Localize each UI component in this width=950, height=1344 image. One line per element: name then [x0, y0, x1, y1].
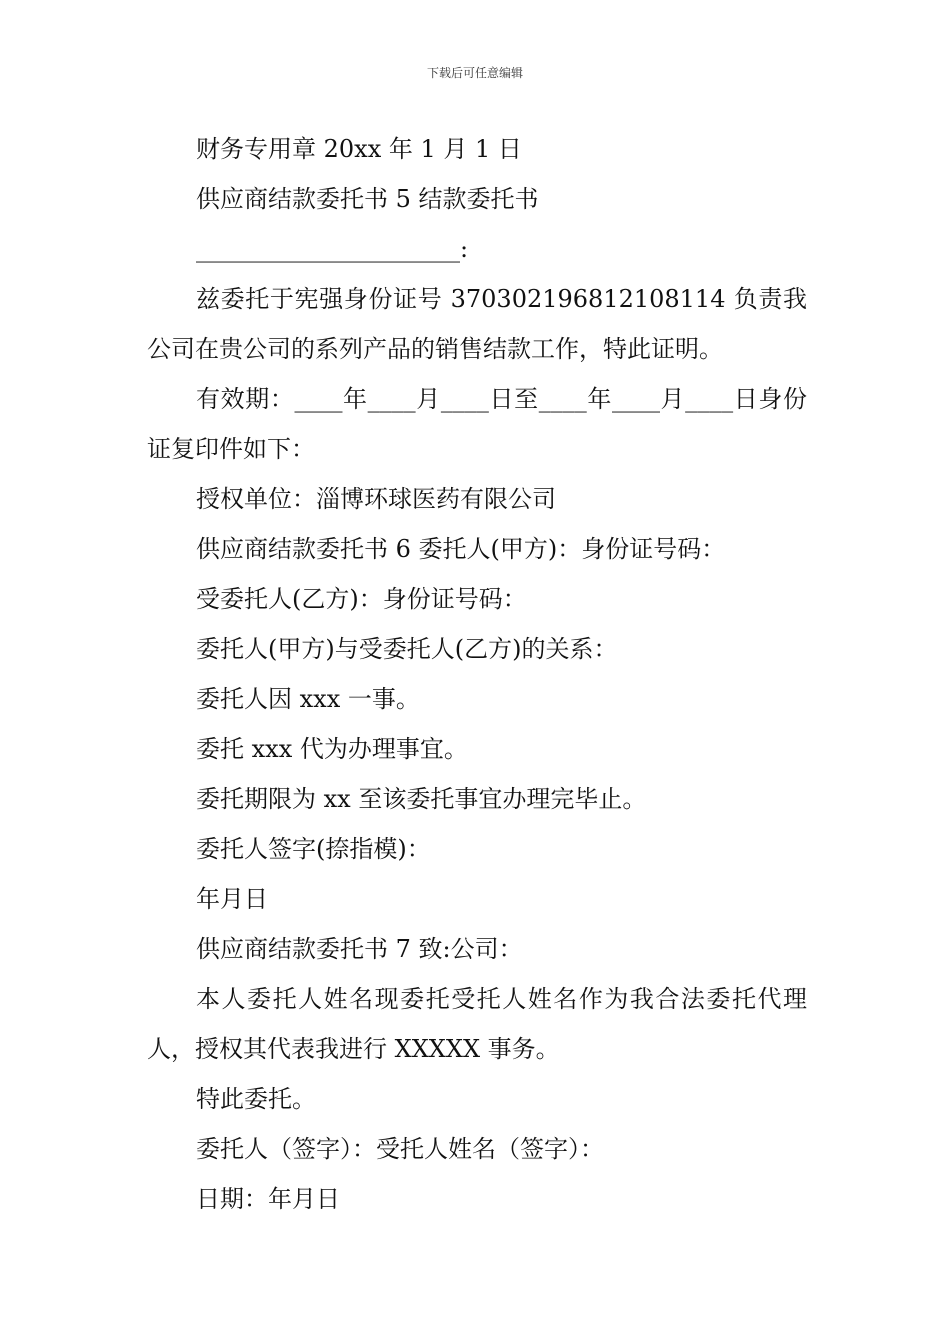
paragraph-authorization-statement: 兹委托于宪强身份证号 370302196812108114 负责我公司在贵公司的系列产品的销售结款工作，特此证明。 [147, 285, 807, 363]
text-line-addressee-blank: ______________________: [196, 235, 469, 263]
text-line-authorizing-unit: 授权单位：淄博环球医药有限公司 [196, 485, 556, 513]
text-line-signatures: 委托人（签字）：受托人姓名（签字）： [196, 1135, 604, 1163]
text-line-principal-signature: 委托人签字(捺指模)： [196, 835, 431, 863]
text-line-term: 委托期限为 xx 至该委托事宜办理完毕止。 [196, 785, 647, 813]
text-line-section-7-to: 供应商结款委托书 7 致:公司： [196, 935, 523, 963]
page-header-note: 下载后可任意编辑 [426, 66, 523, 80]
text-line-hereby: 特此委托。 [196, 1085, 316, 1113]
text-line-date-blank: 年月日 [196, 885, 268, 913]
text-line-section-5-title: 供应商结款委托书 5 结款委托书 [196, 185, 539, 213]
document-body [147, 124, 807, 1224]
text-line-relationship: 委托人(甲方)与受委托人(乙方)的关系： [196, 635, 618, 663]
text-line-agent-handles: 委托 xxx 代为办理事宜。 [196, 735, 468, 763]
text-line-date: 日期：年月日 [196, 1185, 340, 1213]
text-line-matter: 委托人因 xxx 一事。 [196, 685, 420, 713]
paragraph-validity-period: 有效期：____年____月____日至____年____月____日身份证复印件如下： [147, 385, 807, 463]
text-line-seal-date: 财务专用章 20xx 年 1 月 1 日 [196, 135, 522, 163]
text-line-agent-id: 受委托人(乙方)：身份证号码： [196, 585, 527, 613]
paragraph-appointment: 本人委托人姓名现委托受托人姓名作为我合法委托代理人，授权其代表我进行 XXXXX 事务。 [147, 985, 807, 1063]
text-line-section-6-principal: 供应商结款委托书 6 委托人(甲方)：身份证号码： [196, 535, 726, 563]
